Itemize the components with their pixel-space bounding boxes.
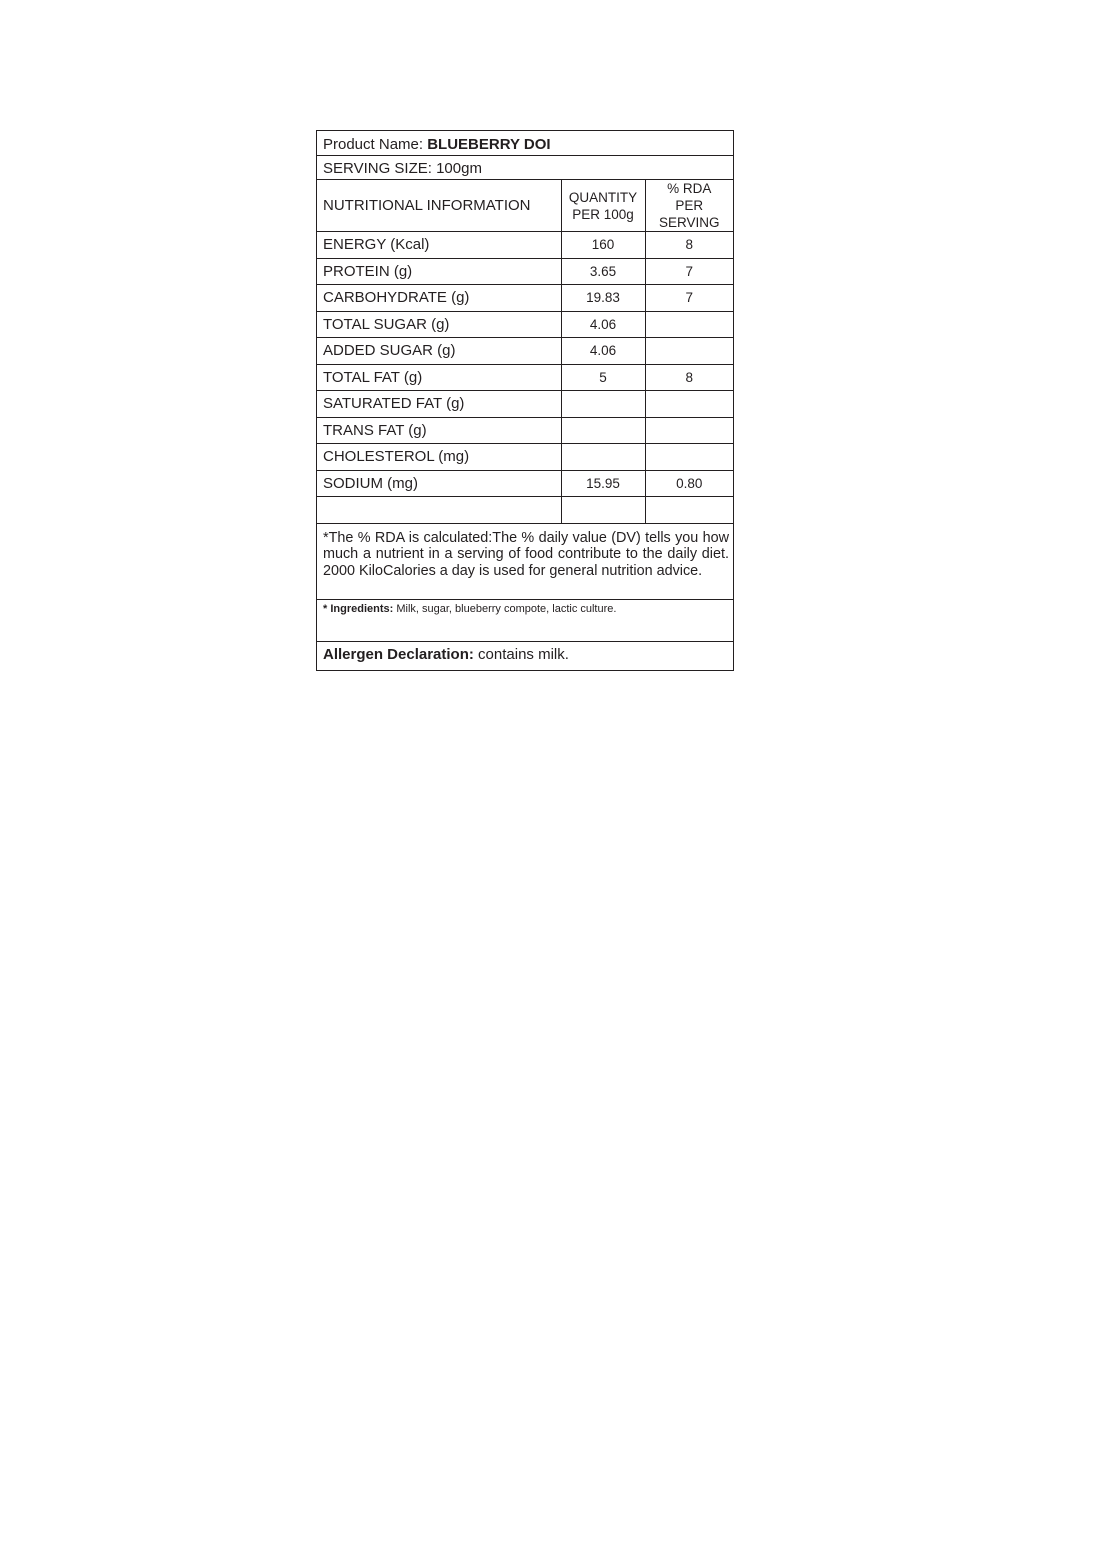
allergen-label: Allergen Declaration: xyxy=(323,645,474,663)
nutrition-label xyxy=(316,130,734,671)
nutrient-name: CHOLESTEROL (mg) xyxy=(317,444,561,471)
nutrient-rda: 8 xyxy=(645,364,733,391)
nutrient-quantity xyxy=(561,444,645,471)
nutrient-name: CARBOHYDRATE (g) xyxy=(317,285,561,312)
table-row xyxy=(317,232,733,259)
nutrient-quantity: 19.83 xyxy=(561,285,645,312)
nutrient-name: PROTEIN (g) xyxy=(317,258,561,285)
header-quantity-line2: PER 100g xyxy=(572,206,634,222)
product-name-value: BLUEBERRY DOI xyxy=(427,136,551,153)
nutrient-name: SODIUM (mg) xyxy=(317,470,561,497)
nutrient-name: ENERGY (Kcal) xyxy=(317,232,561,259)
header-quantity-line1: QUANTITY xyxy=(568,189,638,205)
nutrient-name xyxy=(317,497,561,524)
nutrient-rda: 8 xyxy=(645,232,733,259)
table-row xyxy=(317,444,733,471)
nutrient-quantity: 3.65 xyxy=(561,258,645,285)
allergen-declaration xyxy=(317,642,733,670)
nutrient-rda xyxy=(645,338,733,365)
nutrient-rda xyxy=(645,444,733,471)
table-row xyxy=(317,497,733,524)
nutrition-table xyxy=(317,180,733,524)
header-rda-line1: % RDA xyxy=(667,181,712,196)
nutrient-rda: 0.80 xyxy=(645,470,733,497)
rda-note: *The % RDA is calculated:The % daily value (DV) tells you how much a nutrient in a serving of food contribute to the daily diet. 2000 KiloCalories a day is used for general nutrition advice. xyxy=(317,524,733,600)
nutrient-name: TOTAL SUGAR (g) xyxy=(317,311,561,338)
nutrient-rda xyxy=(645,497,733,524)
header-rda-line2: PER SERVING xyxy=(658,198,720,230)
ingredients-text: Milk, sugar, blueberry compote, lactic culture. xyxy=(393,602,617,615)
nutrient-name: TOTAL FAT (g) xyxy=(317,364,561,391)
nutrient-quantity: 4.06 xyxy=(561,311,645,338)
ingredients-label: * Ingredients: xyxy=(323,602,394,615)
nutrient-name: ADDED SUGAR (g) xyxy=(317,338,561,365)
nutrient-name: SATURATED FAT (g) xyxy=(317,391,561,418)
table-row xyxy=(317,338,733,365)
header-nutritional-information: NUTRITIONAL INFORMATION xyxy=(317,180,561,232)
nutrient-rda xyxy=(645,417,733,444)
nutrient-name: TRANS FAT (g) xyxy=(317,417,561,444)
nutrient-quantity xyxy=(561,391,645,418)
product-name-row xyxy=(317,131,733,156)
nutrient-rda xyxy=(645,391,733,418)
nutrient-quantity xyxy=(561,497,645,524)
table-row xyxy=(317,364,733,391)
table-row xyxy=(317,470,733,497)
serving-size: SERVING SIZE: 100gm xyxy=(317,156,733,180)
product-name-label: Product Name: xyxy=(323,136,424,153)
nutrient-quantity: 15.95 xyxy=(561,470,645,497)
nutrient-quantity: 160 xyxy=(561,232,645,259)
table-header-row xyxy=(317,180,733,232)
allergen-text: contains milk. xyxy=(473,645,569,663)
header-quantity xyxy=(561,180,645,232)
header-rda xyxy=(645,180,733,232)
ingredients xyxy=(317,600,733,642)
nutrient-rda: 7 xyxy=(645,258,733,285)
table-row xyxy=(317,391,733,418)
nutrient-rda xyxy=(645,311,733,338)
nutrient-quantity: 5 xyxy=(561,364,645,391)
table-row xyxy=(317,311,733,338)
table-row xyxy=(317,258,733,285)
nutrient-quantity: 4.06 xyxy=(561,338,645,365)
table-row xyxy=(317,285,733,312)
nutrient-rda: 7 xyxy=(645,285,733,312)
nutrient-quantity xyxy=(561,417,645,444)
table-row xyxy=(317,417,733,444)
